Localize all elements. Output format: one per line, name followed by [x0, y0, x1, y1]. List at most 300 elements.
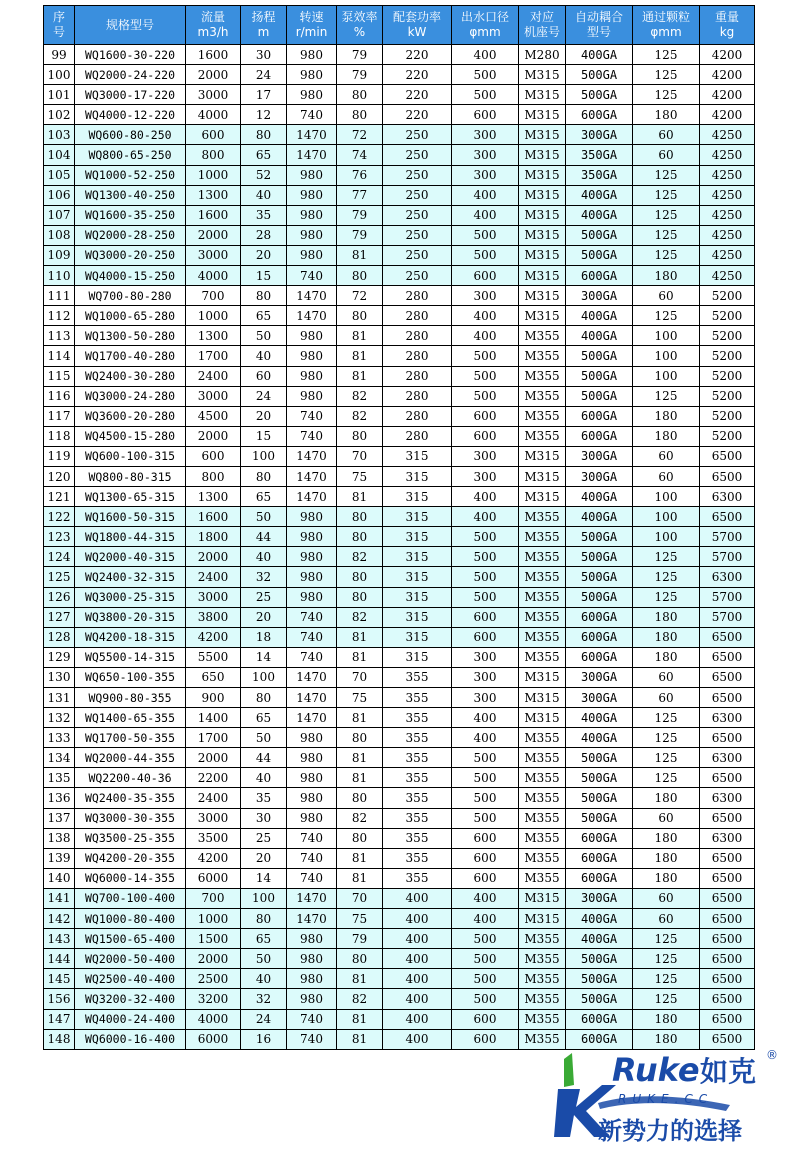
cell-weight: 6300 [700, 708, 755, 728]
cell-efficiency: 80 [337, 306, 383, 326]
cell-efficiency: 81 [337, 366, 383, 386]
cell-flow: 4000 [186, 1009, 241, 1029]
cell-efficiency: 81 [337, 647, 383, 667]
table-row [44, 466, 755, 486]
cell-coupling: 400GA [566, 708, 633, 728]
cell-index: 108 [44, 225, 75, 245]
cell-outlet: 400 [452, 205, 519, 225]
cell-power: 315 [383, 627, 452, 647]
cell-base: M315 [519, 105, 566, 125]
col-header-coupling: 自动耦合 型号 [566, 6, 633, 45]
table-row [44, 688, 755, 708]
cell-speed: 1470 [287, 667, 337, 687]
table-row [44, 848, 755, 868]
cell-index: 133 [44, 728, 75, 748]
table-row [44, 205, 755, 225]
cell-model: WQ4200-18-315 [75, 627, 186, 647]
cell-coupling: 600GA [566, 848, 633, 868]
cell-speed: 740 [287, 868, 337, 888]
cell-efficiency: 82 [337, 386, 383, 406]
cell-speed: 980 [287, 245, 337, 265]
cell-efficiency: 81 [337, 748, 383, 768]
cell-outlet: 600 [452, 848, 519, 868]
cell-model: WQ4000-15-250 [75, 266, 186, 286]
cell-outlet: 300 [452, 165, 519, 185]
col-header-weight: 重量 kg [700, 6, 755, 45]
cell-particle: 60 [633, 466, 700, 486]
cell-head: 14 [241, 868, 287, 888]
cell-efficiency: 81 [337, 245, 383, 265]
cell-base: M355 [519, 527, 566, 547]
cell-index: 140 [44, 868, 75, 888]
cell-outlet: 500 [452, 969, 519, 989]
cell-index: 114 [44, 346, 75, 366]
table-row [44, 567, 755, 587]
table-row [44, 929, 755, 949]
table-row [44, 446, 755, 466]
cell-particle: 180 [633, 266, 700, 286]
cell-model: WQ6000-14-355 [75, 868, 186, 888]
cell-base: M355 [519, 1029, 566, 1049]
cell-model: WQ4000-12-220 [75, 105, 186, 125]
cell-speed: 740 [287, 607, 337, 627]
cell-outlet: 400 [452, 487, 519, 507]
table-row [44, 145, 755, 165]
cell-outlet: 300 [452, 446, 519, 466]
cell-speed: 980 [287, 808, 337, 828]
cell-head: 100 [241, 667, 287, 687]
cell-efficiency: 79 [337, 65, 383, 85]
cell-particle: 180 [633, 607, 700, 627]
pump-spec-table [43, 5, 755, 1050]
cell-weight: 4250 [700, 125, 755, 145]
table-row [44, 65, 755, 85]
cell-efficiency: 77 [337, 185, 383, 205]
cell-model: WQ800-80-315 [75, 466, 186, 486]
cell-flow: 1700 [186, 346, 241, 366]
cell-base: M315 [519, 446, 566, 466]
cell-coupling: 500GA [566, 65, 633, 85]
cell-speed: 740 [287, 848, 337, 868]
cell-speed: 740 [287, 426, 337, 446]
cell-coupling: 600GA [566, 868, 633, 888]
cell-index: 131 [44, 688, 75, 708]
cell-coupling: 400GA [566, 929, 633, 949]
cell-flow: 800 [186, 145, 241, 165]
table-row [44, 507, 755, 527]
cell-outlet: 300 [452, 647, 519, 667]
cell-efficiency: 81 [337, 1029, 383, 1049]
cell-power: 355 [383, 688, 452, 708]
cell-efficiency: 82 [337, 989, 383, 1009]
cell-power: 280 [383, 306, 452, 326]
cell-particle: 125 [633, 45, 700, 65]
cell-model: WQ4500-15-280 [75, 426, 186, 446]
cell-model: WQ2500-40-400 [75, 969, 186, 989]
cell-head: 35 [241, 788, 287, 808]
cell-coupling: 300GA [566, 446, 633, 466]
cell-flow: 2000 [186, 547, 241, 567]
cell-head: 40 [241, 346, 287, 366]
cell-efficiency: 81 [337, 487, 383, 507]
cell-model: WQ4200-20-355 [75, 848, 186, 868]
cell-base: M355 [519, 969, 566, 989]
cell-power: 250 [383, 185, 452, 205]
cell-base: M355 [519, 768, 566, 788]
cell-speed: 980 [287, 969, 337, 989]
cell-particle: 60 [633, 667, 700, 687]
cell-coupling: 350GA [566, 145, 633, 165]
cell-speed: 1470 [287, 466, 337, 486]
cell-particle: 100 [633, 507, 700, 527]
cell-efficiency: 70 [337, 888, 383, 908]
cell-model: WQ2000-50-400 [75, 949, 186, 969]
cell-index: 137 [44, 808, 75, 828]
cell-outlet: 600 [452, 607, 519, 627]
cell-weight: 6500 [700, 667, 755, 687]
cell-weight: 5200 [700, 426, 755, 446]
cell-index: 101 [44, 85, 75, 105]
cell-outlet: 400 [452, 45, 519, 65]
cell-model: WQ3500-25-355 [75, 828, 186, 848]
cell-index: 106 [44, 185, 75, 205]
table-body [44, 45, 755, 1050]
table-row [44, 1009, 755, 1029]
cell-index: 100 [44, 65, 75, 85]
cell-particle: 180 [633, 868, 700, 888]
cell-index: 123 [44, 527, 75, 547]
cell-head: 80 [241, 125, 287, 145]
col-header-power: 配套功率 kW [383, 6, 452, 45]
cell-speed: 740 [287, 1009, 337, 1029]
cell-power: 315 [383, 527, 452, 547]
cell-head: 65 [241, 145, 287, 165]
cell-model: WQ1500-65-400 [75, 929, 186, 949]
cell-flow: 650 [186, 667, 241, 687]
cell-efficiency: 80 [337, 527, 383, 547]
cell-outlet: 400 [452, 326, 519, 346]
cell-efficiency: 72 [337, 286, 383, 306]
table-row [44, 125, 755, 145]
cell-outlet: 500 [452, 567, 519, 587]
cell-particle: 100 [633, 326, 700, 346]
cell-base: M315 [519, 909, 566, 929]
cell-particle: 180 [633, 788, 700, 808]
cell-base: M355 [519, 748, 566, 768]
cell-flow: 3500 [186, 828, 241, 848]
cell-speed: 1470 [287, 708, 337, 728]
cell-head: 60 [241, 366, 287, 386]
cell-weight: 6500 [700, 969, 755, 989]
cell-flow: 3000 [186, 808, 241, 828]
cell-efficiency: 81 [337, 326, 383, 346]
cell-flow: 1700 [186, 728, 241, 748]
table-row [44, 286, 755, 306]
cell-power: 280 [383, 406, 452, 426]
table-row [44, 406, 755, 426]
cell-coupling: 600GA [566, 607, 633, 627]
cell-power: 250 [383, 266, 452, 286]
cell-model: WQ2400-30-280 [75, 366, 186, 386]
cell-base: M355 [519, 366, 566, 386]
cell-head: 30 [241, 45, 287, 65]
cell-base: M315 [519, 708, 566, 728]
cell-particle: 180 [633, 828, 700, 848]
cell-weight: 6300 [700, 748, 755, 768]
cell-model: WQ3000-20-250 [75, 245, 186, 265]
cell-weight: 6300 [700, 567, 755, 587]
table-row [44, 708, 755, 728]
cell-index: 107 [44, 205, 75, 225]
cell-flow: 2400 [186, 788, 241, 808]
cell-particle: 125 [633, 547, 700, 567]
cell-coupling: 600GA [566, 828, 633, 848]
cell-head: 65 [241, 487, 287, 507]
cell-efficiency: 81 [337, 708, 383, 728]
cell-speed: 1470 [287, 688, 337, 708]
cell-speed: 1470 [287, 446, 337, 466]
cell-outlet: 400 [452, 888, 519, 908]
cell-efficiency: 79 [337, 205, 383, 225]
cell-head: 15 [241, 266, 287, 286]
cell-flow: 1000 [186, 909, 241, 929]
cell-index: 110 [44, 266, 75, 286]
cell-base: M315 [519, 306, 566, 326]
cell-base: M315 [519, 487, 566, 507]
table-row [44, 85, 755, 105]
col-header-base: 对应 机座号 [519, 6, 566, 45]
cell-power: 355 [383, 748, 452, 768]
cell-base: M355 [519, 326, 566, 346]
cell-efficiency: 80 [337, 949, 383, 969]
cell-coupling: 300GA [566, 667, 633, 687]
cell-index: 120 [44, 466, 75, 486]
cell-model: WQ3200-32-400 [75, 989, 186, 1009]
col-header-model: 规格型号 [75, 6, 186, 45]
cell-outlet: 600 [452, 426, 519, 446]
table-row [44, 667, 755, 687]
cell-base: M315 [519, 85, 566, 105]
cell-coupling: 500GA [566, 587, 633, 607]
cell-model: WQ700-80-280 [75, 286, 186, 306]
cell-power: 400 [383, 949, 452, 969]
cell-flow: 1600 [186, 205, 241, 225]
cell-flow: 3000 [186, 587, 241, 607]
cell-base: M355 [519, 788, 566, 808]
cell-base: M315 [519, 65, 566, 85]
ruke-logo [550, 1045, 785, 1155]
cell-coupling: 500GA [566, 85, 633, 105]
cell-head: 35 [241, 205, 287, 225]
cell-particle: 180 [633, 426, 700, 446]
cell-speed: 980 [287, 165, 337, 185]
cell-power: 280 [383, 366, 452, 386]
svg-text:RUKE.CC: RUKE.CC [618, 1092, 714, 1106]
cell-base: M315 [519, 688, 566, 708]
table-row [44, 868, 755, 888]
table-row [44, 728, 755, 748]
cell-power: 355 [383, 667, 452, 687]
cell-base: M355 [519, 607, 566, 627]
cell-index: 125 [44, 567, 75, 587]
cell-head: 52 [241, 165, 287, 185]
cell-index: 105 [44, 165, 75, 185]
cell-particle: 125 [633, 205, 700, 225]
cell-flow: 4000 [186, 105, 241, 125]
cell-coupling: 500GA [566, 567, 633, 587]
cell-flow: 2500 [186, 969, 241, 989]
table-row [44, 386, 755, 406]
cell-index: 102 [44, 105, 75, 125]
cell-outlet: 500 [452, 245, 519, 265]
table-row [44, 888, 755, 908]
cell-weight: 6500 [700, 909, 755, 929]
cell-weight: 4250 [700, 225, 755, 245]
cell-outlet: 500 [452, 346, 519, 366]
cell-head: 25 [241, 587, 287, 607]
cell-power: 400 [383, 969, 452, 989]
cell-flow: 4200 [186, 848, 241, 868]
cell-efficiency: 81 [337, 627, 383, 647]
cell-efficiency: 80 [337, 828, 383, 848]
cell-index: 122 [44, 507, 75, 527]
cell-base: M355 [519, 567, 566, 587]
cell-model: WQ2000-24-220 [75, 65, 186, 85]
cell-speed: 980 [287, 346, 337, 366]
cell-index: 136 [44, 788, 75, 808]
cell-speed: 980 [287, 547, 337, 567]
table-row [44, 185, 755, 205]
cell-base: M355 [519, 728, 566, 748]
cell-index: 118 [44, 426, 75, 446]
cell-index: 111 [44, 286, 75, 306]
cell-particle: 125 [633, 65, 700, 85]
cell-head: 40 [241, 547, 287, 567]
col-header-index: 序 号 [44, 6, 75, 45]
table-row [44, 909, 755, 929]
cell-speed: 740 [287, 105, 337, 125]
cell-power: 355 [383, 848, 452, 868]
cell-outlet: 300 [452, 145, 519, 165]
cell-efficiency: 72 [337, 125, 383, 145]
cell-outlet: 500 [452, 808, 519, 828]
cell-model: WQ2400-35-355 [75, 788, 186, 808]
cell-coupling: 500GA [566, 386, 633, 406]
cell-weight: 4200 [700, 105, 755, 125]
table-row [44, 949, 755, 969]
cell-power: 315 [383, 587, 452, 607]
cell-power: 315 [383, 466, 452, 486]
cell-model: WQ1700-40-280 [75, 346, 186, 366]
cell-base: M355 [519, 507, 566, 527]
cell-outlet: 500 [452, 547, 519, 567]
cell-coupling: 600GA [566, 406, 633, 426]
cell-power: 355 [383, 808, 452, 828]
cell-flow: 3000 [186, 245, 241, 265]
cell-weight: 4250 [700, 145, 755, 165]
cell-efficiency: 76 [337, 165, 383, 185]
table-row [44, 808, 755, 828]
cell-speed: 980 [287, 45, 337, 65]
cell-particle: 60 [633, 446, 700, 466]
cell-head: 50 [241, 326, 287, 346]
cell-coupling: 500GA [566, 527, 633, 547]
cell-speed: 980 [287, 507, 337, 527]
cell-weight: 6300 [700, 487, 755, 507]
cell-head: 40 [241, 185, 287, 205]
cell-base: M315 [519, 466, 566, 486]
cell-particle: 60 [633, 125, 700, 145]
cell-power: 220 [383, 105, 452, 125]
cell-model: WQ3000-24-280 [75, 386, 186, 406]
cell-base: M355 [519, 808, 566, 828]
table-row [44, 426, 755, 446]
cell-flow: 1500 [186, 929, 241, 949]
table-header-row [44, 6, 755, 45]
cell-weight: 5200 [700, 406, 755, 426]
cell-outlet: 500 [452, 587, 519, 607]
cell-head: 15 [241, 426, 287, 446]
cell-head: 14 [241, 647, 287, 667]
cell-weight: 5700 [700, 587, 755, 607]
cell-particle: 180 [633, 848, 700, 868]
cell-particle: 180 [633, 1009, 700, 1029]
cell-speed: 980 [287, 366, 337, 386]
cell-outlet: 300 [452, 688, 519, 708]
cell-index: 134 [44, 748, 75, 768]
table-row [44, 366, 755, 386]
cell-outlet: 600 [452, 868, 519, 888]
cell-head: 80 [241, 466, 287, 486]
cell-speed: 980 [287, 929, 337, 949]
cell-base: M315 [519, 245, 566, 265]
cell-flow: 1300 [186, 185, 241, 205]
cell-flow: 5500 [186, 647, 241, 667]
cell-speed: 740 [287, 266, 337, 286]
table-row [44, 165, 755, 185]
cell-head: 44 [241, 527, 287, 547]
cell-power: 400 [383, 1009, 452, 1029]
cell-coupling: 600GA [566, 1009, 633, 1029]
cell-head: 80 [241, 688, 287, 708]
cell-weight: 6500 [700, 688, 755, 708]
cell-head: 12 [241, 105, 287, 125]
cell-flow: 1300 [186, 326, 241, 346]
cell-head: 24 [241, 1009, 287, 1029]
cell-weight: 6500 [700, 868, 755, 888]
cell-power: 315 [383, 507, 452, 527]
cell-coupling: 400GA [566, 487, 633, 507]
cell-model: WQ650-100-355 [75, 667, 186, 687]
table-row [44, 326, 755, 346]
cell-base: M355 [519, 547, 566, 567]
cell-weight: 4250 [700, 185, 755, 205]
cell-head: 20 [241, 245, 287, 265]
table-row [44, 346, 755, 366]
cell-outlet: 500 [452, 65, 519, 85]
cell-speed: 980 [287, 326, 337, 346]
cell-index: 121 [44, 487, 75, 507]
cell-outlet: 400 [452, 306, 519, 326]
cell-head: 80 [241, 286, 287, 306]
cell-outlet: 300 [452, 125, 519, 145]
cell-speed: 980 [287, 949, 337, 969]
cell-coupling: 300GA [566, 688, 633, 708]
table-row [44, 607, 755, 627]
cell-particle: 125 [633, 587, 700, 607]
cell-head: 28 [241, 225, 287, 245]
cell-particle: 125 [633, 768, 700, 788]
